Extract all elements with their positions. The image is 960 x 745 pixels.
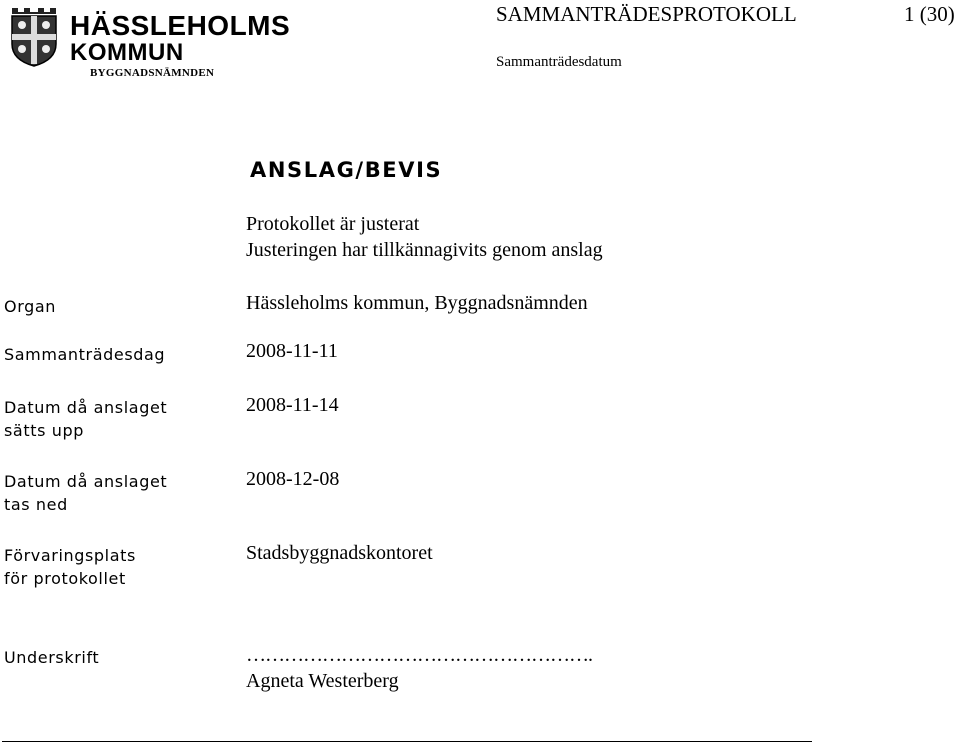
municipality-logo <box>8 4 291 82</box>
organ-label: Organ <box>4 297 56 316</box>
signature-label: Underskrift <box>4 648 100 667</box>
logo-text-line1: HÄSSLEHOLMS <box>70 10 291 41</box>
meeting-date-field-label: Sammanträdesdag <box>4 345 166 364</box>
page-title: ANSLAG/BEVIS <box>250 158 443 182</box>
removed-date-value: 2008-12-08 <box>246 468 340 490</box>
signatory-name: Agneta Westerberg <box>246 670 399 692</box>
removed-date-label <box>4 470 167 516</box>
intro-line-1: Protokollet är justerat <box>246 213 420 235</box>
logo-text-line2: KOMMUN <box>70 39 184 66</box>
posted-date-label-line2: sätts upp <box>4 421 84 440</box>
storage-location-label <box>4 544 136 590</box>
posted-date-label-line1: Datum då anslaget <box>4 398 168 417</box>
coat-of-arms-icon <box>8 4 60 68</box>
posted-date-label <box>4 396 167 442</box>
removed-date-label-line1: Datum då anslaget <box>4 472 168 491</box>
signature-line: ………………………………………………. <box>246 644 592 666</box>
meeting-date-value: 2008-11-11 <box>246 340 338 362</box>
removed-date-label-line2: tas ned <box>4 495 68 514</box>
document-type-title: SAMMANTRÄDESPROTOKOLL <box>496 2 797 26</box>
storage-location-label-line2: för protokollet <box>4 569 126 588</box>
storage-location-label-line1: Förvaringsplats <box>4 546 136 565</box>
page-number: 1 (30) <box>904 2 955 26</box>
organ-value: Hässleholms kommun, Byggnadsnämnden <box>246 292 588 314</box>
bottom-divider <box>2 741 812 742</box>
storage-location-value: Stadsbyggnadskontoret <box>246 542 433 564</box>
posted-date-value: 2008-11-14 <box>246 394 339 416</box>
meeting-date-label: Sammanträdesdatum <box>496 54 622 70</box>
logo-text-line3: BYGGNADSNÄMNDEN <box>90 67 215 79</box>
intro-line-2: Justeringen har tillkännagivits genom anslag <box>246 239 603 261</box>
